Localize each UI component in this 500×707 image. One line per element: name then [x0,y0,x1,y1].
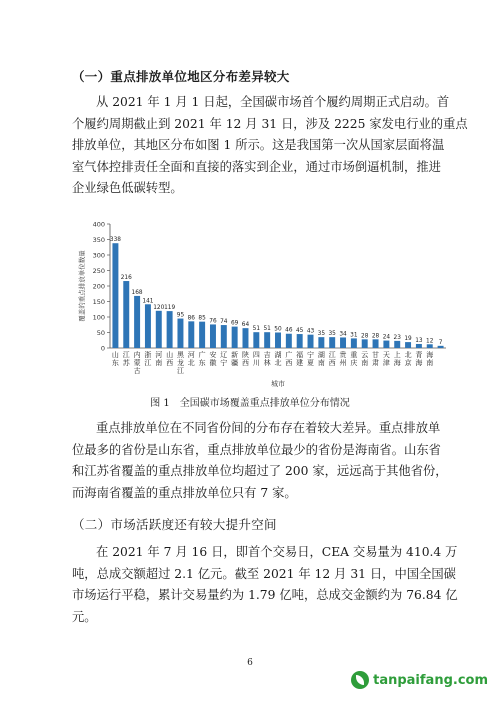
chart-bar [112,243,118,348]
x-tick-label: 湖 [274,351,282,359]
bar-value-label: 120 [153,304,165,311]
x-tick-label: 吉 [263,351,271,359]
paragraph-1-line: 个履约周期截止到 2021 年 12 月 31 日，涉及 2225 家发电行业的重点 [72,116,468,131]
x-tick-label: 内 [133,351,141,359]
chart-bar [394,341,400,348]
y-tick-label: 250 [92,267,105,275]
chart-bar [362,339,368,348]
chart-bar [199,322,205,348]
bar-value-label: 51 [252,326,261,333]
x-tick-label: 疆 [231,359,239,367]
bar-chart [0,220,500,390]
x-tick-label: 苏 [122,359,130,367]
bar-value-label: 50 [274,326,282,333]
chart-bar [275,333,281,349]
bar-value-label: 338 [109,237,121,244]
section-2-heading: （二）市场活跃度还有较大提升空间 [72,517,277,532]
x-tick-label: 夏 [307,359,315,367]
chart-bar [438,346,444,348]
bar-value-label: 43 [306,328,315,335]
x-tick-label: 蒙 [133,359,141,367]
paragraph-3-line: 市场运行平稳，累计交易量约为 1.79 亿吨，总成交金额约为 76.84 亿 [72,588,458,602]
chart-bar [340,337,346,348]
bar-value-label: 31 [350,332,358,339]
chart-bar [383,341,389,348]
y-tick-label: 200 [92,282,105,291]
y-tick-label: 300 [92,251,105,260]
paragraph-2-line: 位最多的省份是山东省，重点排放单位最少的省份是海南省。山东省 [72,442,441,457]
chart-bar [210,324,216,348]
bar-value-label: 13 [415,337,423,344]
chart-bar [177,319,183,348]
y-tick-label: 100 [92,313,105,322]
paragraph-1-line: 室气体控排责任全面和直接的落实到企业，通过市场倒逼机制，推进 [72,159,441,174]
x-tick-label: 肃 [372,359,380,367]
x-tick-label: 西 [285,359,293,367]
x-tick-label: 徽 [209,359,217,367]
bar-value-label: 119 [164,305,176,312]
paragraph-3-line: 吨，总成交额超过 2.1 亿元。截至 2021 年 12 月 31 日，中国全国碳 [72,566,456,581]
chart-bar [123,281,129,348]
leaf-logo-icon [351,671,369,689]
x-tick-label: 宁 [307,351,315,359]
bar-value-label: 168 [131,289,143,296]
chart-bar [373,339,379,348]
paragraph-3-line: 在 2021 年 7 月 16 日，即首个交易日，CEA 交易量为 410.4 万 [96,545,458,559]
chart-bar [232,327,238,348]
x-tick-label: 安 [209,351,217,359]
x-tick-label: 江 [176,367,184,375]
x-tick-label: 贵 [339,351,347,359]
bar-value-label: 35 [317,331,326,338]
x-tick-label: 南 [317,359,325,367]
x-tick-label: 海 [426,351,434,359]
chart-bar [264,332,270,348]
y-axis-title: 覆盖的重点排放单位数量 [78,250,86,322]
x-tick-label: 南 [426,359,434,367]
x-tick-label: 上 [393,351,401,359]
chart-bar [329,337,335,348]
x-tick-label: 北 [274,359,282,367]
bar-value-label: 85 [198,315,206,322]
x-tick-label: 西 [328,359,336,367]
paragraph-2-line: 而海南省覆盖的重点排放单位只有 7 家。 [72,485,297,500]
bar-value-label: 51 [263,326,271,333]
x-tick-label: 南 [361,359,369,367]
bar-value-label: 141 [142,298,154,305]
x-tick-label: 西 [241,359,249,367]
x-tick-label: 西 [166,359,174,367]
bar-value-label: 28 [361,333,369,340]
bar-value-label: 19 [404,336,412,343]
chart-bar [286,334,292,348]
x-tick-label: 辽 [220,351,228,359]
x-tick-label: 东 [111,359,119,367]
x-tick-label: 海 [393,359,401,367]
bar-value-label: 35 [328,331,336,338]
bar-value-label: 95 [176,312,185,319]
chart-bar [145,304,151,348]
chart-bar [351,338,357,348]
bar-value-label: 34 [339,331,347,338]
chart-bar [221,325,227,348]
bar-value-label: 23 [393,334,401,341]
y-tick-label: 400 [92,220,105,229]
paragraph-1-line: 企业绿色低碳转型。 [72,181,183,195]
paragraph-1-line: 排放单位，其地区分布如图 1 所示。这是我国第一次从国家层面将温 [72,138,445,152]
bar-value-label: 64 [241,322,250,329]
x-tick-label: 海 [415,359,423,367]
x-tick-label: 四 [252,351,260,359]
x-tick-label: 江 [144,359,152,367]
x-tick-label: 新 [231,351,239,359]
chart-bar [318,337,324,348]
x-tick-label: 庆 [350,359,358,367]
bar-value-label: 86 [187,315,195,322]
x-tick-label: 龙 [176,359,184,367]
x-tick-label: 南 [155,359,163,367]
x-tick-label: 川 [252,359,260,367]
bar-value-label: 216 [120,275,132,282]
paragraph-2-line: 和江苏省覆盖的重点排放单位均超过了 200 家，远远高于其他省份， [72,464,448,478]
paragraph-2-line: 重点排放单位在不同省份间的分布存在着较大差异。重点排放单 [96,421,441,435]
x-tick-label: 黑 [176,351,184,359]
x-tick-label: 天 [382,351,390,359]
x-tick-label: 州 [339,359,347,367]
chart-bar [134,296,140,348]
page-number: 6 [247,658,253,668]
paragraph-3 [72,542,458,628]
y-tick-label: 150 [92,298,105,306]
x-tick-label: 宁 [220,359,228,367]
x-tick-label: 广 [198,351,206,359]
y-tick-label: 0 [100,344,105,353]
chart-bar [416,344,422,348]
chart-bar [427,344,433,348]
paragraph-1-line: 从 2021 年 1 月 1 日起，全国碳市场首个履约周期正式启动。首 [96,95,450,109]
figure-caption: 图 1 全国碳市场覆盖重点排放单位分布情况 [150,398,350,409]
x-tick-label: 湖 [317,351,325,359]
y-tick-label: 350 [92,236,105,244]
chart-bar [167,311,173,348]
chart-bar [308,335,314,348]
x-tick-label: 津 [382,359,390,367]
y-tick-label: 50 [96,329,105,337]
x-tick-label: 古 [133,367,141,375]
x-tick-label: 东 [198,359,206,367]
x-tick-label: 云 [361,351,369,359]
bar-value-label: 45 [295,328,304,335]
bar-value-label: 69 [230,320,239,327]
bar-value-label: 7 [438,339,443,346]
x-tick-label: 京 [404,359,412,367]
x-tick-label: 青 [415,351,423,359]
paragraph-1 [72,92,468,200]
x-tick-label: 广 [285,351,293,359]
watermark-text: tanpaifang.com [373,672,488,688]
site-watermark [351,671,488,689]
bar-value-label: 46 [285,327,293,334]
x-tick-label: 江 [122,351,130,359]
bar-value-label: 24 [382,334,391,341]
x-tick-label: 河 [155,351,163,359]
bar-value-label: 28 [371,333,380,340]
x-tick-label: 陕 [241,351,249,359]
x-tick-label: 福 [296,351,304,359]
x-tick-label: 浙 [144,351,152,359]
paragraph-2 [72,418,448,504]
x-tick-label: 甘 [372,351,380,359]
paragraph-3-line: 元。 [72,609,97,624]
chart-bar [243,328,249,348]
chart-bar [253,332,259,348]
bar-value-label: 12 [426,338,434,345]
x-tick-label: 北 [404,351,412,359]
x-tick-label: 林 [263,359,271,367]
chart-bar [156,311,162,348]
x-tick-label: 建 [296,359,304,367]
section-1-heading: （一）重点排放单位地区分布差异较大 [72,69,290,84]
x-tick-label: 山 [111,351,119,359]
x-tick-label: 重 [350,351,358,359]
chart-bar [188,321,194,348]
bar-value-label: 74 [220,319,228,326]
bar-value-label: 76 [209,318,217,325]
x-tick-label: 河 [187,351,195,359]
chart-bar [297,334,303,348]
x-tick-label: 江 [328,351,336,359]
x-axis-title: 城市 [271,380,285,388]
x-tick-label: 北 [187,359,195,367]
chart-bar [405,342,411,348]
x-tick-label: 山 [166,351,174,359]
